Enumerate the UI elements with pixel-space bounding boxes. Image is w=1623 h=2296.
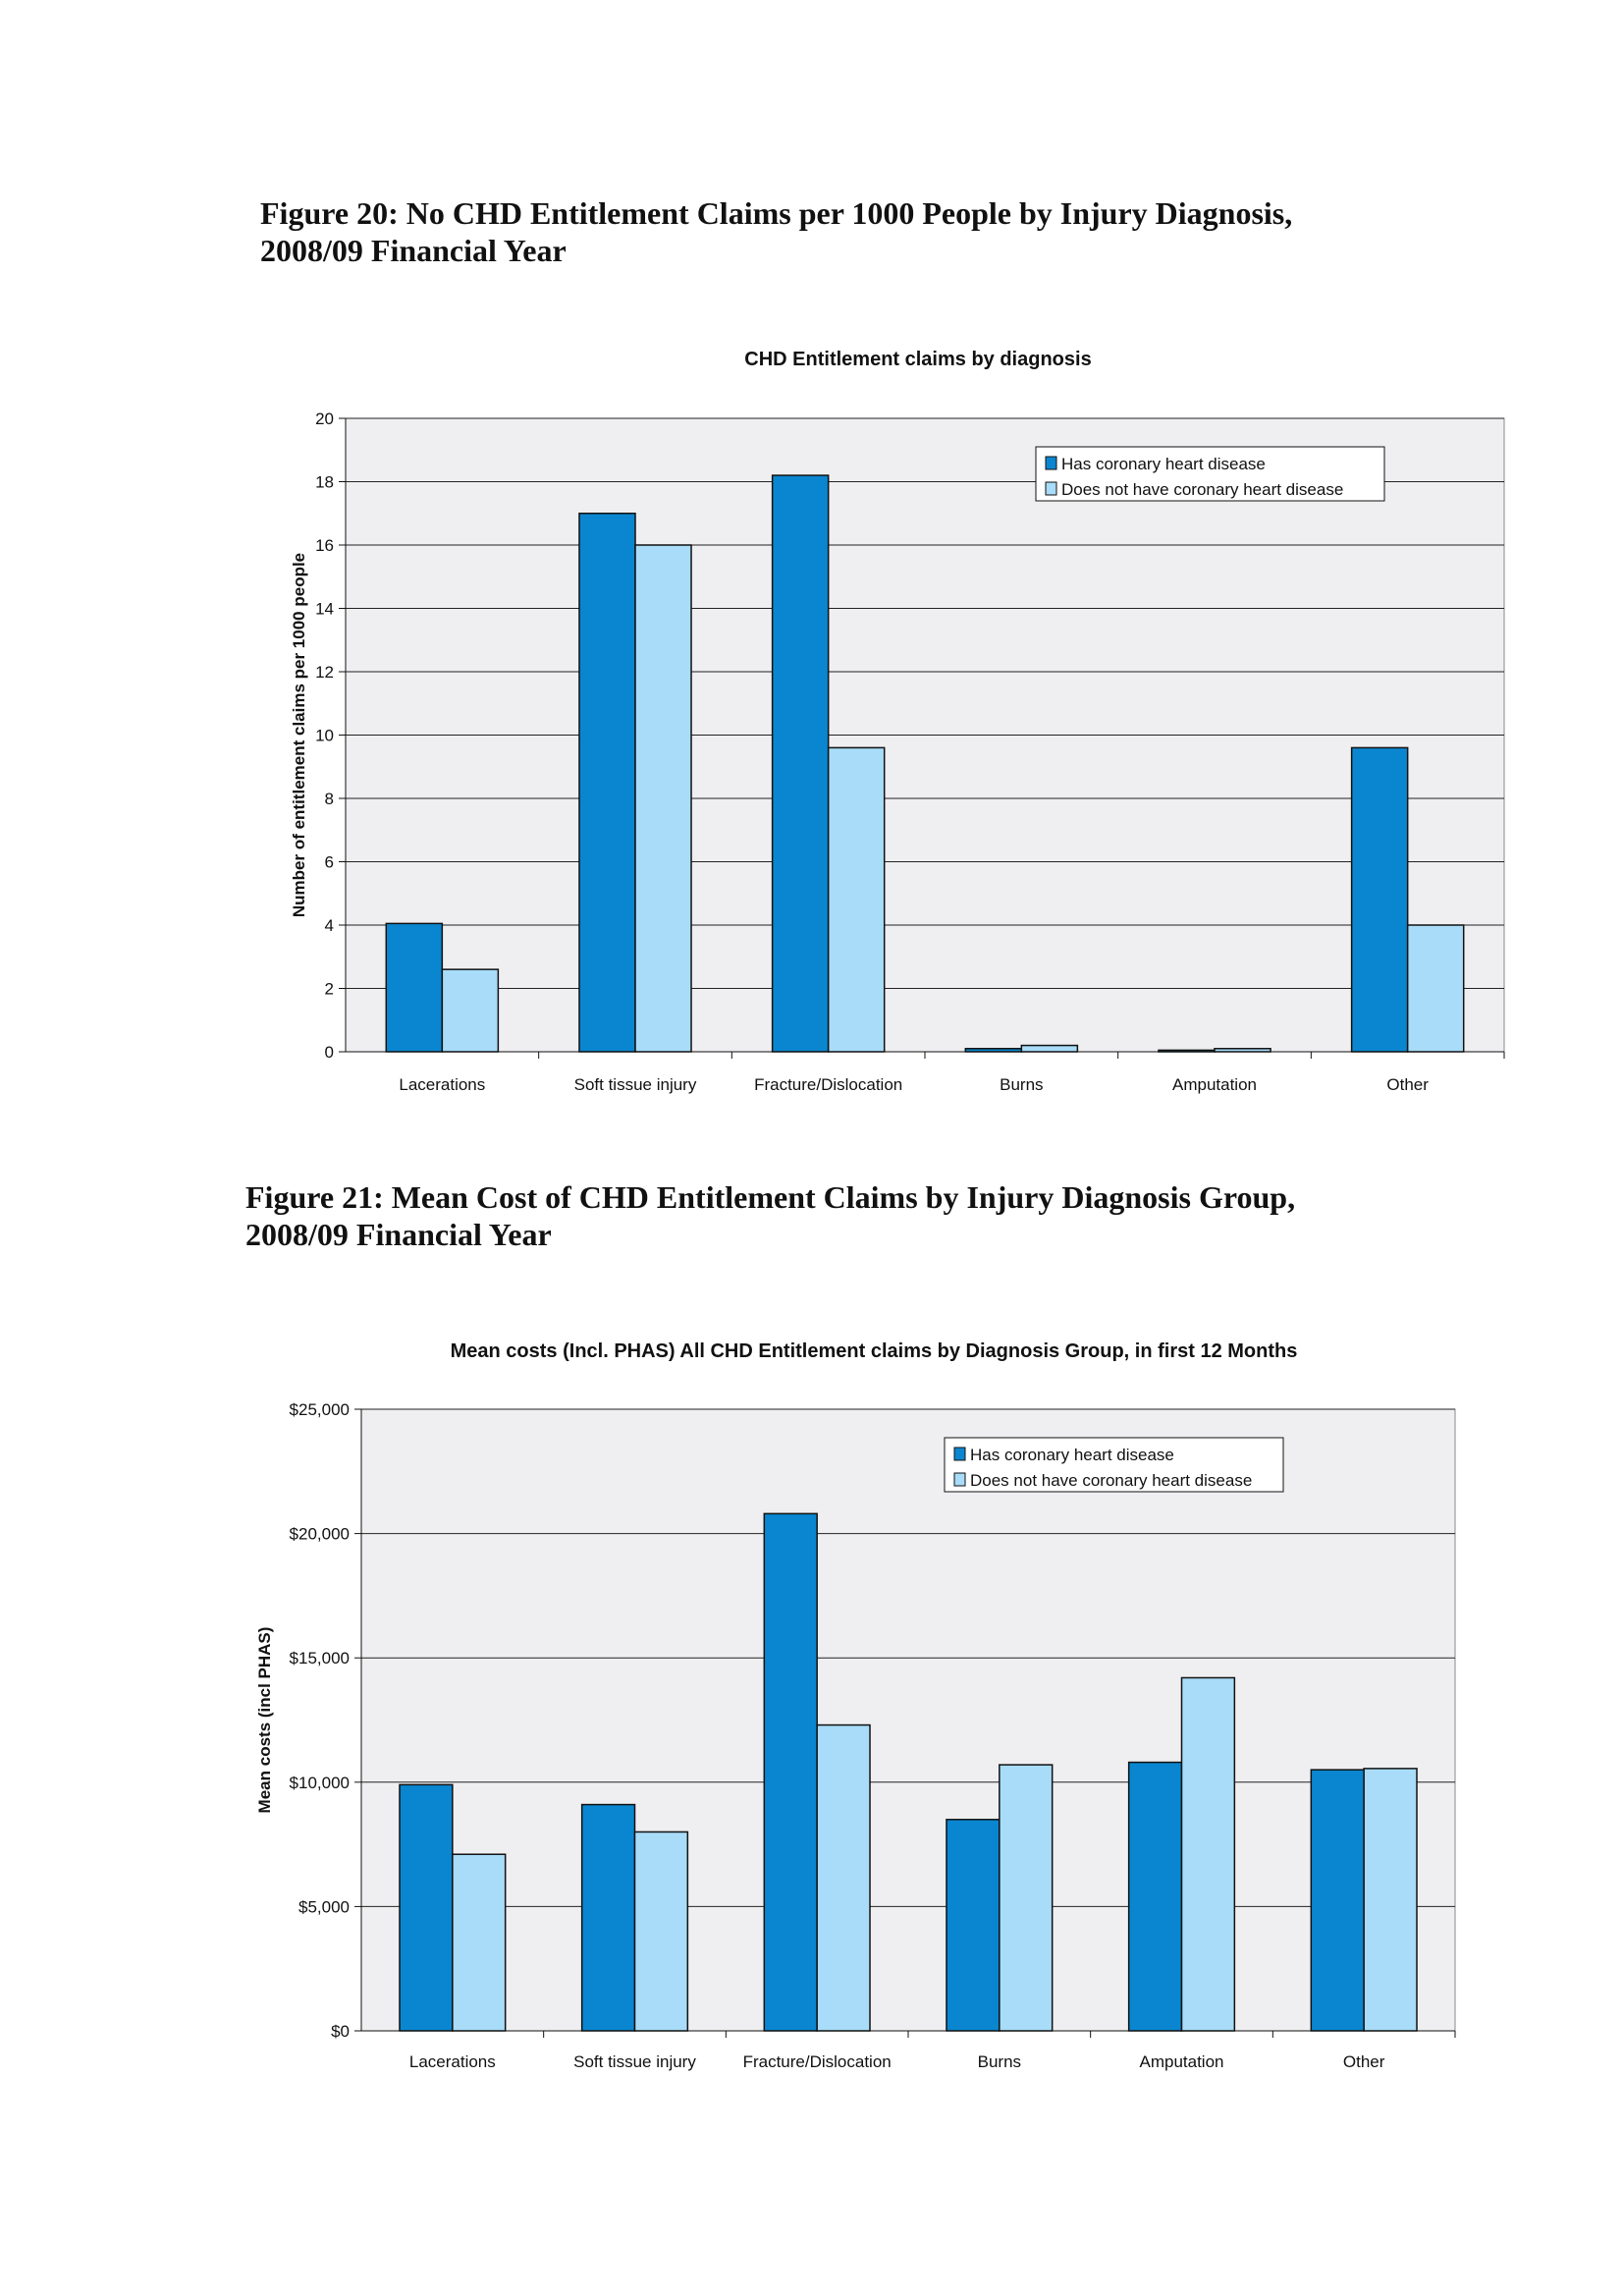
legend-label: Does not have coronary heart disease [970, 1471, 1253, 1490]
bar-no-chd [635, 545, 691, 1052]
bar-has-chd [1311, 1770, 1364, 2031]
bar-no-chd [453, 1854, 506, 2031]
x-tick-label: Lacerations [408, 2052, 496, 2071]
x-tick-label: Burns [1000, 1075, 1044, 1094]
y-tick-label: $0 [331, 2022, 350, 2041]
x-tick-label: Other [1386, 1075, 1429, 1094]
bar-has-chd [1159, 1050, 1215, 1052]
y-tick-label: 12 [315, 663, 334, 682]
bar-has-chd [947, 1820, 1000, 2031]
bar-has-chd [764, 1513, 817, 2031]
bar-no-chd [635, 1831, 688, 2031]
bar-has-chd [400, 1784, 453, 2031]
bar-no-chd [1021, 1046, 1077, 1052]
figure-21-title-line2: 2008/09 Financial Year [245, 1217, 552, 1252]
x-tick-label: Soft tissue injury [573, 1075, 697, 1094]
x-tick-label: Fracture/Dislocation [742, 2052, 892, 2071]
chart-title: CHD Entitlement claims by diagnosis [744, 349, 1092, 370]
bar-has-chd [386, 923, 442, 1052]
y-tick-label: 10 [315, 726, 334, 745]
y-tick-label: $10,000 [289, 1773, 350, 1792]
legend-label: Has coronary heart disease [970, 1446, 1174, 1464]
y-tick-label: 2 [324, 979, 334, 999]
x-tick-label: Amputation [1139, 2052, 1224, 2071]
bar-has-chd [773, 475, 829, 1052]
figure-20-title-line1: Figure 20: No CHD Entitlement Claims per 1000 People by Injury Diagnosis, [260, 195, 1293, 231]
chart-title: Mean costs (Incl. PHAS) All CHD Entitlement claims by Diagnosis Group, in first 12 Months [450, 1340, 1298, 1362]
x-tick-label: Soft tissue injury [573, 2052, 696, 2071]
bar-no-chd [1000, 1765, 1053, 2031]
y-tick-label: 4 [324, 916, 334, 935]
bar-no-chd [1215, 1049, 1271, 1052]
y-tick-label: $25,000 [289, 1400, 350, 1419]
y-tick-label: $15,000 [289, 1649, 350, 1668]
figure-20-title-line2: 2008/09 Financial Year [260, 233, 567, 268]
figure-21-title-line1: Figure 21: Mean Cost of CHD Entitlement Claims by Injury Diagnosis Group, [245, 1179, 1296, 1215]
legend-swatch [954, 1473, 965, 1486]
legend-swatch [1046, 457, 1056, 469]
plot-area [361, 1409, 1455, 2031]
y-tick-label: 8 [324, 790, 334, 808]
y-tick-label: 20 [315, 410, 334, 428]
y-tick-label: $20,000 [289, 1524, 350, 1544]
legend-swatch [954, 1448, 965, 1460]
chart-2 [255, 1340, 1455, 2071]
x-tick-label: Other [1342, 2052, 1385, 2071]
bar-has-chd [1352, 747, 1408, 1052]
legend [945, 1438, 1283, 1492]
bar-no-chd [1364, 1769, 1417, 2031]
legend-label: Has coronary heart disease [1061, 455, 1266, 473]
legend-swatch [1046, 482, 1056, 495]
legend-label: Does not have coronary heart disease [1061, 480, 1344, 499]
y-tick-label: 0 [324, 1043, 334, 1062]
y-tick-label: 18 [315, 472, 334, 492]
bar-has-chd [579, 514, 635, 1052]
x-tick-label: Amputation [1172, 1075, 1257, 1094]
x-tick-label: Fracture/Dislocation [754, 1075, 903, 1094]
legend [1036, 447, 1384, 501]
bar-no-chd [442, 969, 498, 1052]
x-tick-label: Lacerations [399, 1075, 486, 1094]
y-tick-label: 14 [315, 599, 334, 619]
chart-1 [290, 349, 1504, 1094]
bar-has-chd [582, 1805, 635, 2031]
bar-has-chd [965, 1049, 1021, 1052]
y-tick-label: 16 [315, 536, 334, 555]
bar-has-chd [1129, 1763, 1182, 2031]
bar-no-chd [1182, 1677, 1235, 2031]
y-tick-label: 6 [324, 852, 334, 872]
y-axis-label: Number of entitlement claims per 1000 people [290, 552, 308, 918]
x-tick-label: Burns [977, 2052, 1022, 2071]
bar-no-chd [1408, 925, 1464, 1052]
y-tick-label: $5,000 [298, 1897, 350, 1917]
bar-no-chd [829, 747, 885, 1052]
y-axis-label: Mean costs (incl PHAS) [255, 1626, 274, 1814]
bar-no-chd [817, 1725, 870, 2031]
